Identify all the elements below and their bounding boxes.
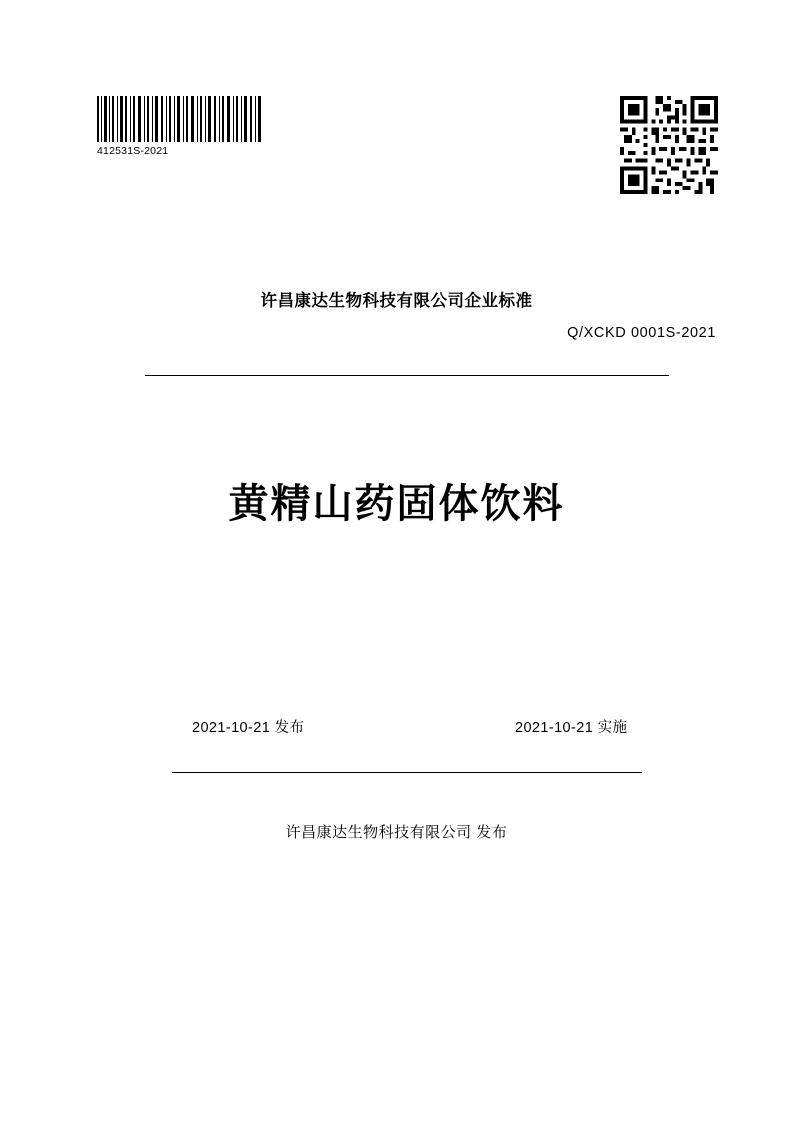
divider-bottom xyxy=(172,772,642,773)
page-title: 黄精山药固体饮料 xyxy=(228,482,565,526)
qr-code-block xyxy=(620,96,718,194)
qr-code-icon xyxy=(620,96,718,194)
barcode-block xyxy=(97,96,262,157)
issue-date: 2021-10-21 发布 xyxy=(192,720,305,736)
company-standard-heading: 许昌康达生物科技有限公司企业标准 xyxy=(260,292,533,310)
publisher: 许昌康达生物科技有限公司 发布 xyxy=(285,824,508,841)
standard-number: Q/XCKD 0001S-2021 xyxy=(567,325,716,341)
implement-date: 2021-10-21 实施 xyxy=(515,720,628,736)
divider-top xyxy=(145,375,669,376)
barcode-icon xyxy=(97,96,262,142)
barcode-number: 412531S-2021 xyxy=(97,145,169,157)
dates-row xyxy=(0,716,793,738)
